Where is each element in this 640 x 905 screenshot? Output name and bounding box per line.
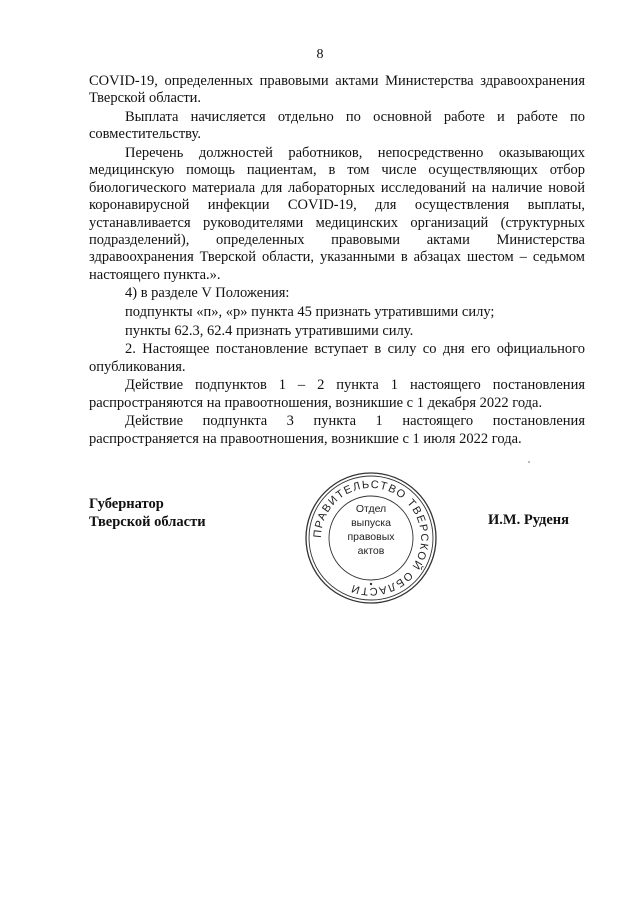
- signatory-title-line2: Тверской области: [89, 514, 206, 530]
- paragraph: COVID-19, определенных правовыми актами Министерства здравоохранения Тверской области.: [89, 73, 585, 107]
- official-stamp: [303, 470, 439, 606]
- body-text: [89, 73, 585, 449]
- page-number: 8: [316, 47, 324, 62]
- paragraph: Выплата начисляется отдельно по основной работе и работе по совместительству.: [89, 109, 585, 143]
- paragraph: 4) в разделе V Положения:: [125, 285, 290, 302]
- stamp-center-line: актов: [357, 545, 385, 557]
- paragraph: Действие подпункта 3 пункта 1 настоящего постановления распространяется на правоотношения, возникшие с 1 июля 2022 года.: [89, 413, 585, 447]
- stamp-center-line: правовых: [347, 531, 395, 543]
- paragraph: 2. Настоящее постановление вступает в силу со дня его официального опубликования.: [89, 341, 585, 375]
- stamp-center: [331, 502, 411, 558]
- scan-speck: [528, 461, 530, 463]
- paragraph: пункты 62.3, 62.4 признать утратившими силу.: [125, 322, 414, 339]
- stamp-ring-text: ПРАВИТЕЛЬСТВО ТВЕРСКОЙ ОБЛАСТИ: [311, 478, 431, 598]
- paragraph: подпункты «п», «р» пункта 45 признать утратившими силу;: [125, 304, 495, 321]
- signatory-title: [89, 495, 206, 531]
- paragraph: Действие подпунктов 1 – 2 пункта 1 настоящего постановления распространяются на правоотношения, возникшие с 1 декабря 2022 года.: [89, 377, 585, 411]
- stamp-center-line: Отдел: [355, 503, 387, 515]
- signatory-name: И.М. Руденя: [488, 512, 570, 528]
- stamp-center-line: выпуска: [351, 517, 391, 529]
- signatory-title-line1: Губернатор: [89, 496, 164, 512]
- paragraph: Перечень должностей работников, непосредственно оказывающих медицинскую помощь пациентам, в том числе осуществляющих отбор биологического материала для лабораторных исследований на наличие новой коронавирусной инфекции COVID-19, для осуществления выплаты, устанавливается руководителями медицинских организаций (структурных подразделений), определенных правовыми актами Министерства здравоохранения Тверской области, указанными в абзацах шестом – седьмом настоящего пункта.».: [89, 145, 585, 283]
